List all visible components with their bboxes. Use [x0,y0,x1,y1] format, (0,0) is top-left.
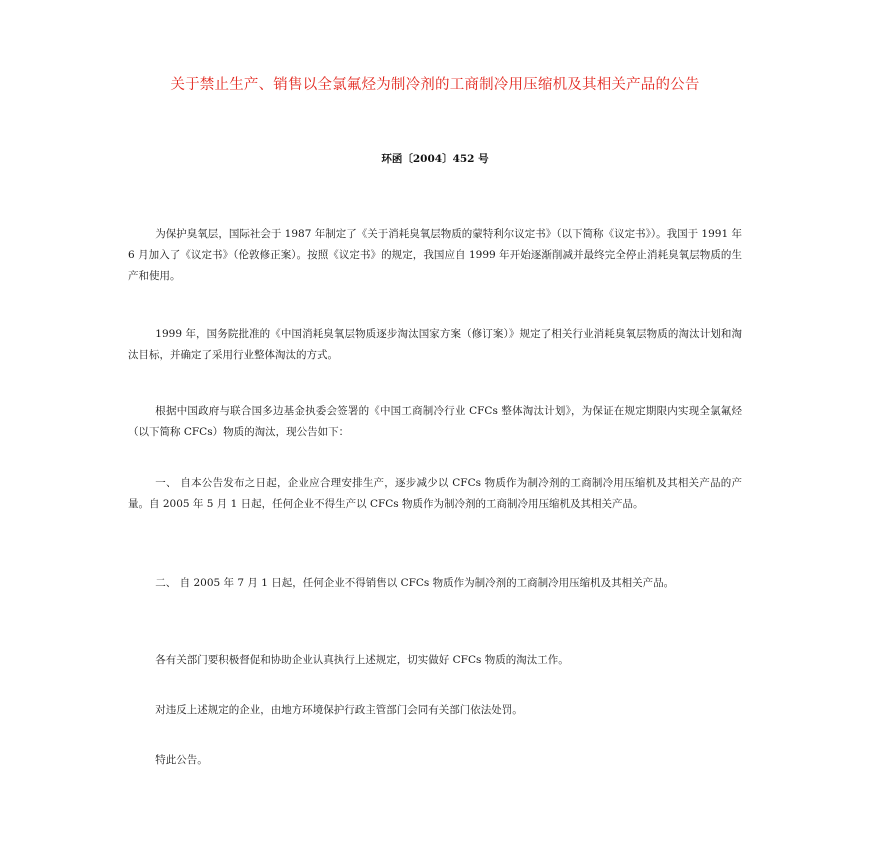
paragraph-item-one: 一、 自本公告发布之日起，企业应合理安排生产，逐步减少以 CFCs 物质作为制冷剂的工商制冷用压缩机及其相关产品的产量。自 2005 年 5 月 1 日起，任何企业不得生产以 CFCs 物质作为制冷剂的工商制冷用压缩机及其相关产品。 [128,477,742,510]
paragraph-preamble: 为保护臭氧层，国际社会于 1987 年制定了《关于消耗臭氧层物质的蒙特利尔议定书》（以下简称《议定书》）。我国于 1991 年 6 月加入了《议定书》（伦敦修正案）。按照《议定书》的规定，我国应自 1999 年开始逐渐削减并最终完全停止消耗臭氧层物质的生产和使用。 [128,228,742,282]
paragraph-closing: 特此公告。 [155,754,208,766]
document-title: 关于禁止生产、销售以全氯氟烃为制冷剂的工商制冷用压缩机及其相关产品的公告 [170,77,700,93]
paragraph-supervision: 各有关部门要积极督促和协助企业认真执行上述规定，切实做好 CFCs 物质的淘汰工作。 [155,654,569,666]
document-number: 环函〔2004〕452 号 [381,153,489,165]
paragraph-item-two: 二、 自 2005 年 7 月 1 日起，任何企业不得销售以 CFCs 物质作为制冷剂的工商制冷用压缩机及其相关产品。 [155,577,675,589]
paragraph-penalty: 对违反上述规定的企业，由地方环境保护行政主管部门会同有关部门依法处罚。 [155,704,523,716]
paragraph-national-plan: 1999 年，国务院批准的《中国消耗臭氧层物质逐步淘汰国家方案（修订案）》规定了相关行业消耗臭氧层物质的淘汰计划和淘汰目标，并确定了采用行业整体淘汰的方式。 [128,328,742,361]
paragraph-announcement-intro: 根据中国政府与联合国多边基金执委会签署的《中国工商制冷行业 CFCs 整体淘汰计划》，为保证在规定期限内实现全氯氟烃（以下简称 CFCs）物质的淘汰，现公告如下： [128,405,742,438]
